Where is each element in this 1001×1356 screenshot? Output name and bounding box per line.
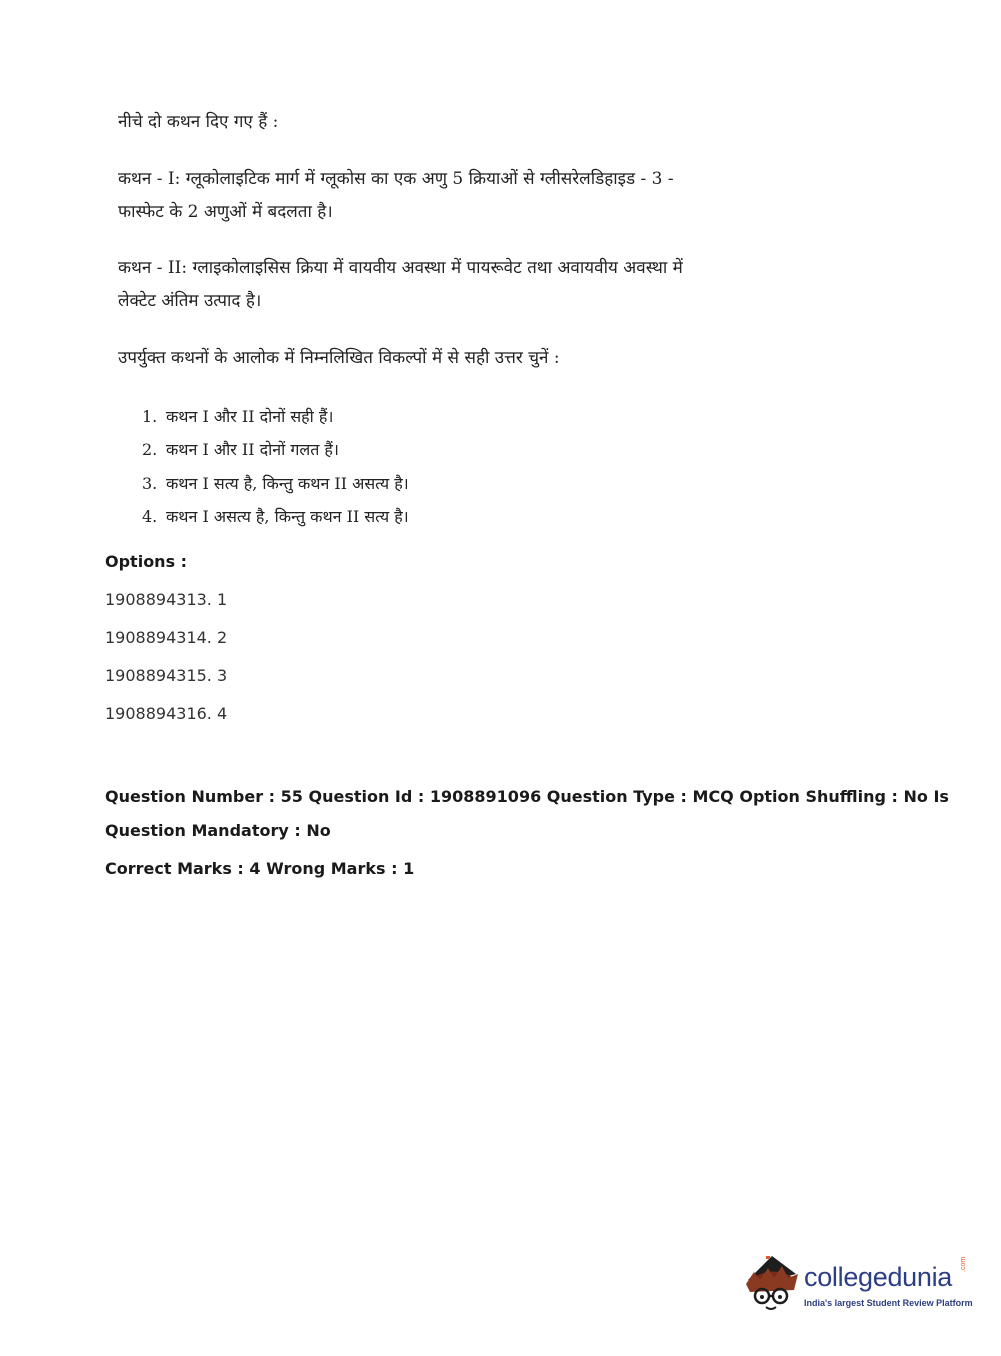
choice-4 [142, 505, 409, 527]
choice-text: कथन I और II दोनों सही हैं। [166, 407, 334, 426]
collegedunia-logo [742, 1250, 972, 1320]
question-marks: Correct Marks : 4 Wrong Marks : 1 [105, 859, 415, 878]
logo-wordmark: collegedunia [804, 1262, 953, 1292]
instruction: उपर्युक्त कथनों के आलोक में निम्नलिखित विकल्पों में से सही उत्तर चुनें : [118, 348, 560, 368]
statement-1-line-2: फास्फेट के 2 अणुओं में बदलता है। [118, 202, 333, 222]
choice-number: 2. [142, 440, 158, 459]
option-id-4: 1908894316. 4 [105, 704, 228, 723]
logo-tagline: India's largest Student Review Platform [804, 1298, 973, 1308]
logo-com: .com [960, 1256, 967, 1272]
choice-3 [142, 472, 409, 494]
question-intro: नीचे दो कथन दिए गए हैं : [118, 112, 279, 132]
choice-1 [142, 405, 333, 427]
choice-text: कथन I और II दोनों गलत हैं। [166, 440, 339, 459]
option-id-2: 1908894314. 2 [105, 628, 228, 647]
options-label: Options : [105, 552, 188, 571]
choice-number: 3. [142, 474, 158, 493]
choice-2 [142, 438, 339, 460]
mascot-icon [742, 1250, 802, 1312]
statement-2-line-1: कथन - II: ग्लाइकोलाइसिस क्रिया में वायवीय अवस्था में पायरूवेट तथा अवायवीय अवस्था में [118, 258, 683, 278]
choice-text: कथन I सत्य है, किन्तु कथन II असत्य है। [166, 474, 409, 493]
question-meta-line-1: Question Number : 55 Question Id : 1908891096 Question Type : MCQ Option Shuffling : No Is [105, 787, 949, 806]
question-meta-line-2: Question Mandatory : No [105, 821, 331, 840]
statement-2-line-2: लेक्टेट अंतिम उत्पाद है। [118, 291, 262, 311]
statement-1-line-1: कथन - I: ग्लूकोलाइटिक मार्ग में ग्लूकोस का एक अणु 5 क्रियाओं से ग्लीसरेलडिहाइड - 3 - [118, 169, 674, 189]
choice-text: कथन I असत्य है, किन्तु कथन II सत्य है। [166, 507, 409, 526]
choice-number: 4. [142, 507, 158, 526]
choice-number: 1. [142, 407, 158, 426]
option-id-1: 1908894313. 1 [105, 590, 228, 609]
option-id-3: 1908894315. 3 [105, 666, 228, 685]
